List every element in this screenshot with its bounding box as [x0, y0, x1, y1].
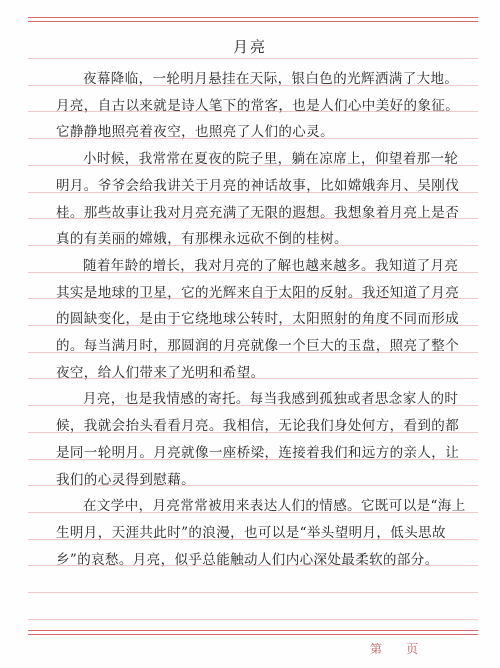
top-double-rule [28, 17, 478, 18]
paragraph-5: 在文学中，月亮常常被用来表达人们的情感。它既可以是“海上生明月，天涯共此时”的浪漫，也可以是“举头望明月，低头思故乡”的哀愁。月亮，似乎总能触动人们内心深处最柔软的部分。 [56, 498, 466, 568]
paragraph-1: 夜幕降临，一轮明月悬挂在天际，银白色的光辉洒满了大地。月亮，自古以来就是诗人笔下的常客，也是人们心中美好的象征。它静静地照亮着夜空，也照亮了人们的心灵。 [56, 71, 460, 141]
paragraph-2: 小时候，我常常在夏夜的院子里，躺在凉席上，仰望着那一轮明月。爷爷会给我讲关于月亮的神话故事，比如嫦娥奔月、吴刚伐桂。那些故事让我对月亮充满了无限的遐想。我想象着月亮上是否真的有美丽的嫦娥，有那棵永远砍不倒的桂树。 [56, 151, 460, 248]
ruled-line [28, 619, 478, 620]
bottom-double-rule [28, 630, 478, 631]
ruled-line [28, 58, 478, 59]
page-number-label: 第页 [369, 642, 442, 656]
ruled-line [28, 592, 478, 593]
paragraph-3: 随着年龄的增长，我对月亮的了解也越来越多。我知道了月亮其实是地球的卫星，它的光辉来自于太阳的反射。我还知道了月亮的圆缺变化，是由于它绕地球公转时，太阳照射的角度不同而形成的。每当满月时，那圆润的月亮就像一个巨大的玉盘，照亮了整个夜空，给人们带来了光明和希望。 [56, 257, 460, 381]
paragraph-4: 月亮，也是我情感的寄托。每当我感到孤独或者思念家人的时候，我就会抬头看看月亮。我相信，无论我们身处何方，看到的都是同一轮明月。月亮就像一座桥梁，连接着我们和远方的亲人，让我们的心灵得到慰藉。 [56, 391, 460, 488]
bottom-double-rule-inner [28, 634, 478, 635]
page-title: 月亮 [232, 38, 267, 56]
essay-body [56, 66, 466, 573]
